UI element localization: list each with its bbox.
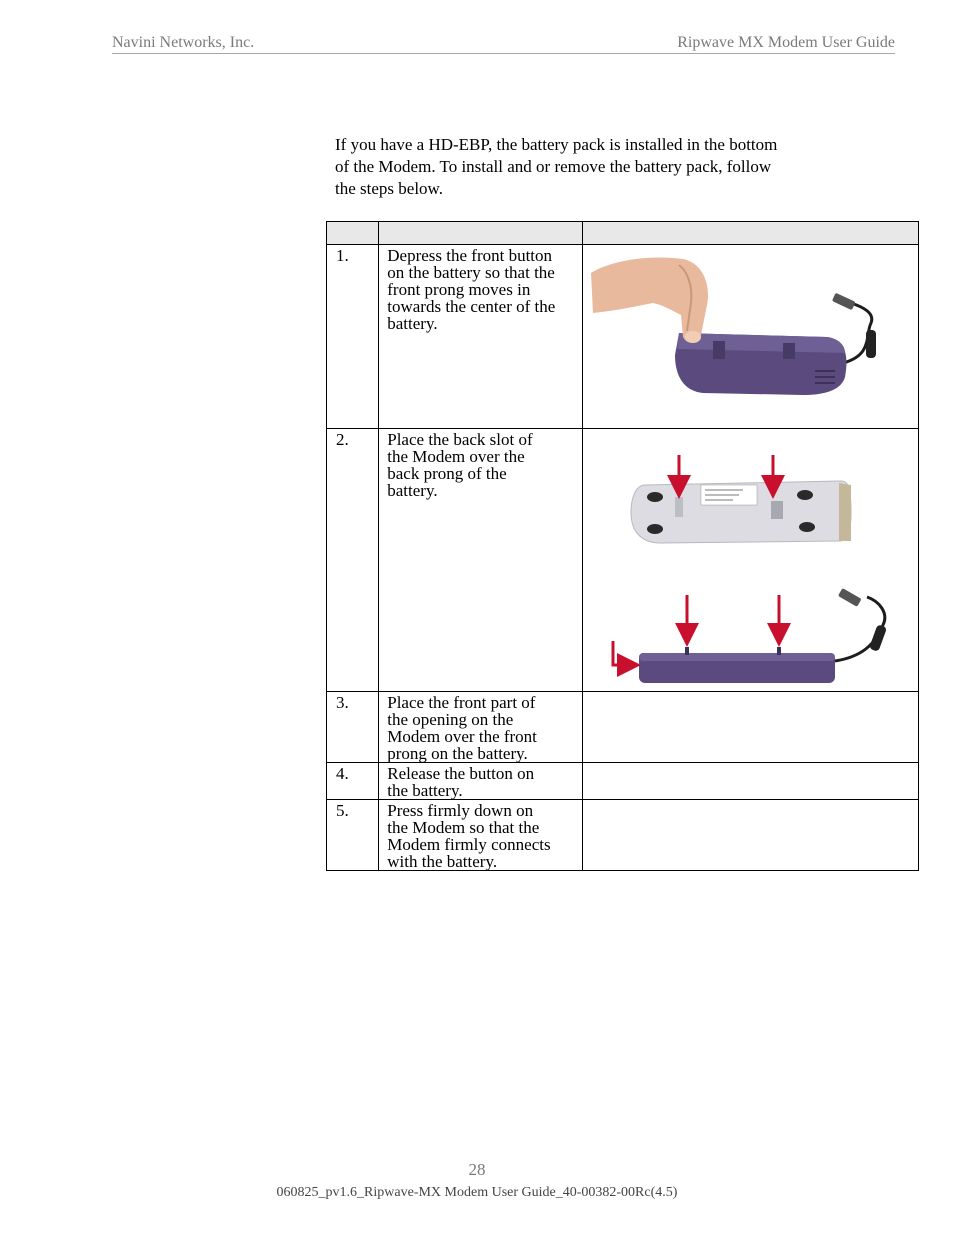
step-text-line: the Modem so that the	[387, 818, 540, 837]
step-text-line: battery.	[387, 481, 438, 500]
step-text-line: back prong of the	[387, 464, 507, 483]
step-number: 2.	[327, 429, 379, 692]
step-text-line: Modem firmly connects	[387, 835, 551, 854]
step-text	[379, 763, 583, 800]
intro-line: of the Modem. To install and or remove the battery pack, follow	[335, 157, 772, 176]
table-row	[327, 245, 919, 429]
intro-line: If you have a HD-EBP, the battery pack is installed in the bottom	[335, 135, 778, 154]
step-text-line: battery.	[387, 314, 438, 333]
step-text	[379, 800, 583, 871]
step-text-line: Place the back slot of	[387, 430, 533, 449]
step-number: 1.	[327, 245, 379, 429]
table-row	[327, 800, 919, 871]
step-number: 4.	[327, 763, 379, 800]
header-rule	[112, 53, 895, 54]
header-company: Navini Networks, Inc.	[112, 34, 255, 51]
steps-table	[326, 221, 919, 871]
header-guide-title: Ripwave MX Modem User Guide	[677, 34, 895, 51]
step-text-line: the opening on the	[387, 710, 514, 729]
header-cell-step	[327, 222, 379, 245]
step-text-line: the Modem over the	[387, 447, 525, 466]
step-text-line: Depress the front button	[387, 246, 553, 265]
header-cell-action	[379, 222, 583, 245]
intro-paragraph	[335, 134, 835, 200]
step-number: 3.	[327, 692, 379, 763]
step-5-empty-cell	[583, 800, 919, 871]
step-text-line: Press firmly down on	[387, 801, 534, 820]
table-row	[327, 429, 919, 692]
intro-line: the steps below.	[335, 179, 443, 198]
step-text	[379, 429, 583, 692]
header-cell-illustration	[583, 222, 919, 245]
step-text-line: Modem over the front	[387, 727, 537, 746]
step-3-empty-cell	[583, 692, 919, 763]
page-number: 28	[468, 1160, 486, 1179]
step-text-line: the battery.	[387, 781, 463, 800]
table-row	[327, 692, 919, 763]
step-text-line: Release the button on	[387, 764, 535, 783]
step-4-empty-cell	[583, 763, 919, 800]
table-header-row	[327, 222, 919, 245]
step-text	[379, 245, 583, 429]
step-2-photo-cell	[583, 429, 919, 692]
footer-doc-id: 060825_pv1.6_Ripwave-MX Modem User Guide_40-00382-00Rc(4.5)	[276, 1185, 678, 1200]
step-text-line: front prong moves in	[387, 280, 531, 299]
hand-pressing-battery-photo	[583, 245, 917, 426]
step-text-line: with the battery.	[387, 852, 498, 871]
step-1-photo-cell	[583, 245, 919, 429]
step-number: 5.	[327, 800, 379, 871]
table-row	[327, 763, 919, 800]
step-text-line: Place the front part of	[387, 693, 536, 712]
step-text	[379, 692, 583, 763]
step-text-line: towards the center of the	[387, 297, 556, 316]
modem-and-battery-photos	[583, 429, 917, 689]
step-text-line: prong on the battery.	[387, 744, 528, 763]
step-text-line: on the battery so that the	[387, 263, 555, 282]
